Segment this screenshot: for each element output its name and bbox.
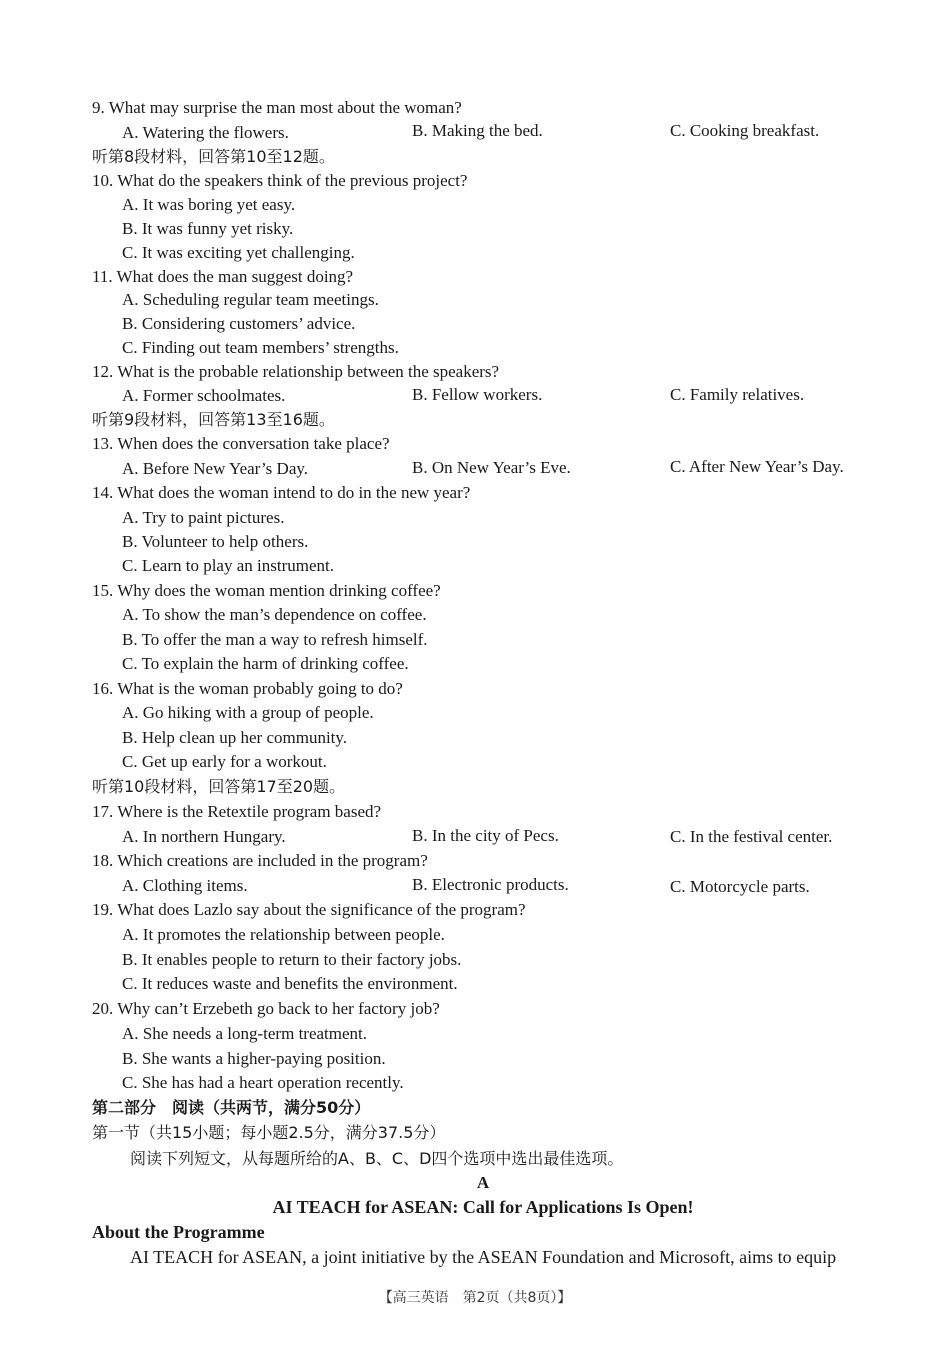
reading-instruction: 阅读下列短文，从每题所给的A、B、C、D四个选项中选出最佳选项。	[130, 1149, 624, 1168]
question-16-option-b: B. Help clean up her community.	[122, 728, 348, 747]
question-17-option-b: B. In the city of Pecs.	[412, 826, 559, 845]
question-16-option-a: A. Go hiking with a group of people.	[122, 703, 374, 722]
question-19-option-c: C. It reduces waste and benefits the environment.	[122, 974, 458, 993]
question-10-option-b: B. It was funny yet risky.	[122, 219, 294, 238]
question-9-stem: 9. What may surprise the man most about the woman?	[92, 98, 462, 117]
question-10-stem: 10. What do the speakers think of the previous project?	[92, 171, 468, 190]
question-18-option-c: C. Motorcycle parts.	[670, 877, 810, 896]
question-14-option-a: A. Try to paint pictures.	[122, 508, 285, 527]
page-footer: 【高三英语 第2页（共8页）】	[378, 1290, 572, 1306]
question-18-option-b: B. Electronic products.	[412, 875, 569, 894]
question-13-option-b: B. On New Year’s Eve.	[412, 458, 571, 477]
question-15-option-b: B. To offer the man a way to refresh himself.	[122, 630, 428, 649]
question-19-stem: 19. What does Lazlo say about the significance of the program?	[92, 900, 526, 919]
question-20-stem: 20. Why can’t Erzebeth go back to her factory job?	[92, 999, 440, 1018]
question-9-option-b: B. Making the bed.	[412, 121, 543, 140]
passage-letter: A	[476, 1173, 490, 1192]
section-8-instruction: 听第8段材料，回答第10至12题。	[92, 147, 335, 166]
question-11-option-a: A. Scheduling regular team meetings.	[122, 290, 379, 309]
question-11-stem: 11. What does the man suggest doing?	[92, 267, 354, 286]
question-13-option-a: A. Before New Year’s Day.	[122, 459, 309, 478]
question-12-option-c: C. Family relatives.	[670, 385, 805, 404]
question-20-option-a: A. She needs a long-term treatment.	[122, 1024, 368, 1043]
question-12-stem: 12. What is the probable relationship between the speakers?	[92, 362, 500, 381]
question-19-option-a: A. It promotes the relationship between people.	[122, 925, 445, 944]
passage-title: AI TEACH for ASEAN: Call for Applications Is Open!	[272, 1197, 694, 1217]
reading-part-title: 第二部分 阅读（共两节，满分50分）	[92, 1098, 371, 1117]
question-17-option-a: A. In northern Hungary.	[122, 827, 286, 846]
reading-section-title: 第一节（共15小题；每小题2.5分，满分37.5分）	[92, 1123, 446, 1142]
question-16-stem: 16. What is the woman probably going to do?	[92, 679, 403, 698]
question-12-option-a: A. Former schoolmates.	[122, 386, 286, 405]
section-9-instruction: 听第9段材料，回答第13至16题。	[92, 410, 335, 429]
question-15-option-c: C. To explain the harm of drinking coffee.	[122, 654, 409, 673]
question-12-option-b: B. Fellow workers.	[412, 385, 543, 404]
question-15-option-a: A. To show the man’s dependence on coffee.	[122, 605, 427, 624]
question-10-option-c: C. It was exciting yet challenging.	[122, 243, 355, 262]
question-20-option-c: C. She has had a heart operation recently.	[122, 1073, 404, 1092]
question-11-option-c: C. Finding out team members’ strengths.	[122, 338, 399, 357]
question-13-stem: 13. When does the conversation take place?	[92, 434, 390, 453]
about-paragraph: AI TEACH for ASEAN, a joint initiative by the ASEAN Foundation and Microsoft, aims to equip	[130, 1247, 837, 1267]
about-heading: About the Programme	[92, 1222, 265, 1242]
question-9-option-a: A. Watering the flowers.	[122, 123, 289, 142]
section-10-instruction: 听第10段材料，回答第17至20题。	[92, 777, 346, 796]
question-17-option-c: C. In the festival center.	[670, 827, 833, 846]
question-14-option-b: B. Volunteer to help others.	[122, 532, 309, 551]
question-18-stem: 18. Which creations are included in the program?	[92, 851, 428, 870]
question-20-option-b: B. She wants a higher-paying position.	[122, 1049, 386, 1068]
question-17-stem: 17. Where is the Retextile program based?	[92, 802, 382, 821]
question-16-option-c: C. Get up early for a workout.	[122, 752, 327, 771]
question-14-stem: 14. What does the woman intend to do in the new year?	[92, 483, 471, 502]
question-11-option-b: B. Considering customers’ advice.	[122, 314, 356, 333]
question-13-option-c: C. After New Year’s Day.	[670, 457, 844, 476]
question-10-option-a: A. It was boring yet easy.	[122, 195, 296, 214]
question-9-option-c: C. Cooking breakfast.	[670, 121, 820, 140]
question-19-option-b: B. It enables people to return to their factory jobs.	[122, 950, 462, 969]
question-18-option-a: A. Clothing items.	[122, 876, 248, 895]
question-14-option-c: C. Learn to play an instrument.	[122, 556, 334, 575]
question-15-stem: 15. Why does the woman mention drinking coffee?	[92, 581, 441, 600]
